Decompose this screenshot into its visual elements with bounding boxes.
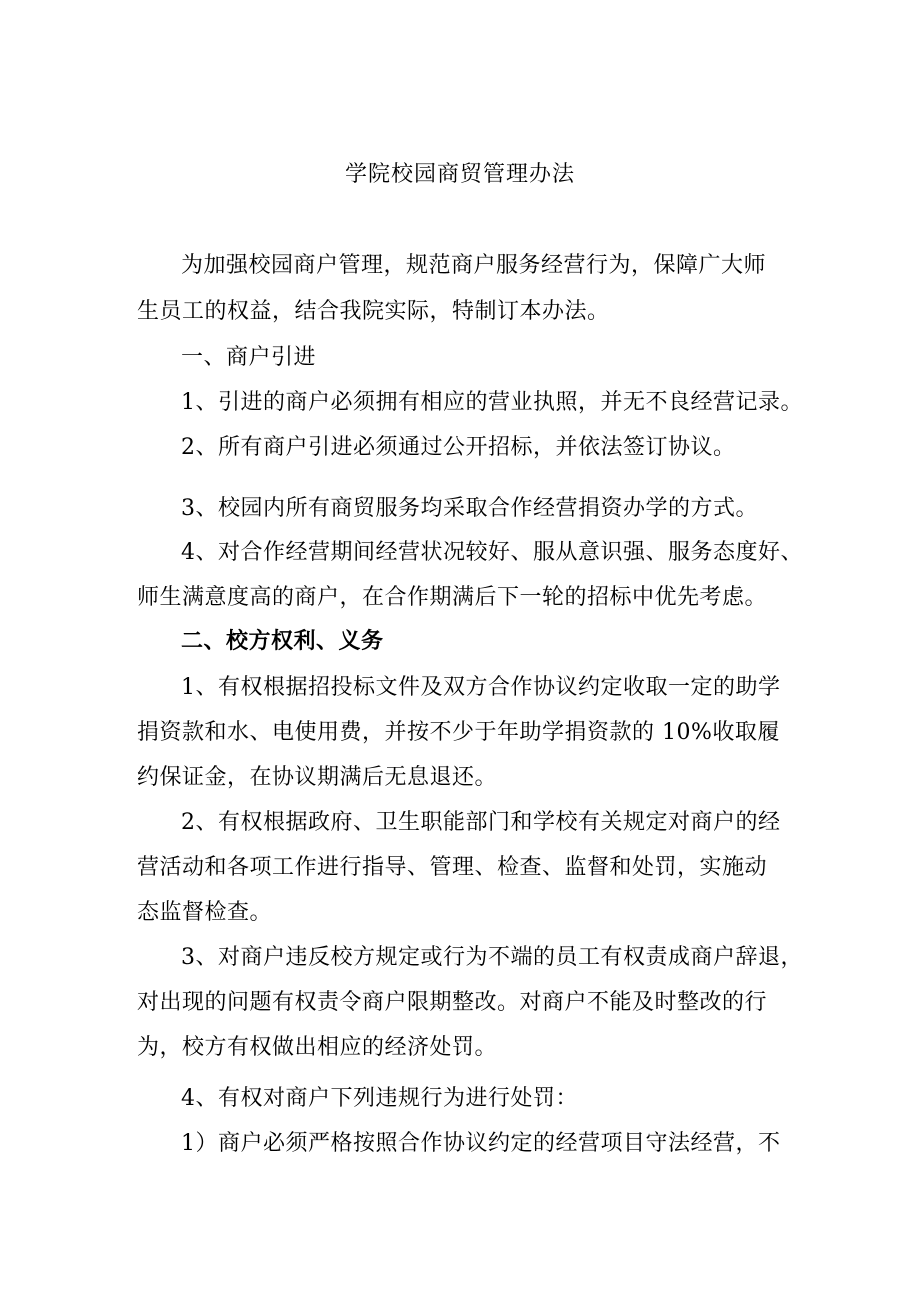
section2-item-4-sub-1: 1）商户必须严格按照合作协议约定的经营项目守法经营，不: [181, 1131, 781, 1156]
section2-item-1-line-2: 捐资款和水、电使用费，并按不少于年助学捐资款的 10%收取履: [137, 720, 780, 745]
document-title: 学院校园商贸管理办法: [344, 162, 575, 187]
intro-line-1: 为加强校园商户管理，规范商户服务经营行为，保障广大师: [181, 253, 767, 278]
section2-item-3-line-3: 为，校方有权做出相应的经济处罚。: [137, 1035, 498, 1060]
section1-heading: 一、商户引进: [181, 345, 317, 370]
section1-item-1: 1、引进的商户必须拥有相应的营业执照，并无不良经营记录。: [181, 390, 803, 415]
section2-item-3-line-2: 对出现的问题有权责令商户限期整改。对商户不能及时整改的行: [137, 990, 768, 1015]
section1-item-2: 2、所有商户引进必须通过公开招标，并依法签订协议。: [181, 435, 736, 460]
section2-item-2-line-1: 2、有权根据政府、卫生职能部门和学校有关规定对商户的经: [181, 810, 781, 835]
section2-item-2-line-2: 营活动和各项工作进行指导、管理、检查、监督和处罚，实施动: [137, 855, 768, 880]
section1-item-4-line-2: 师生满意度高的商户，在合作期满后下一轮的招标中优先考虑。: [137, 585, 768, 610]
section2-heading: 二、校方权利、义务: [181, 628, 384, 654]
section2-item-1-line-1: 1、有权根据招投标文件及双方合作协议约定收取一定的助学: [181, 675, 781, 700]
section1-item-3: 3、校园内所有商贸服务均采取合作经营捐资办学的方式。: [181, 496, 758, 521]
section2-item-2-line-3: 态监督检查。: [137, 900, 273, 925]
intro-line-2: 生员工的权益，结合我院实际，特制订本办法。: [137, 299, 610, 324]
section2-item-3-line-1: 3、对商户违反校方规定或行为不端的员工有权责成商户辞退，: [181, 945, 803, 970]
section2-item-4: 4、有权对商户下列违规行为进行处罚：: [181, 1086, 578, 1111]
section2-item-1-line-3: 约保证金，在协议期满后无息退还。: [137, 765, 498, 790]
section1-item-4-line-1: 4、对合作经营期间经营状况较好、服从意识强、服务态度好、: [181, 540, 803, 565]
